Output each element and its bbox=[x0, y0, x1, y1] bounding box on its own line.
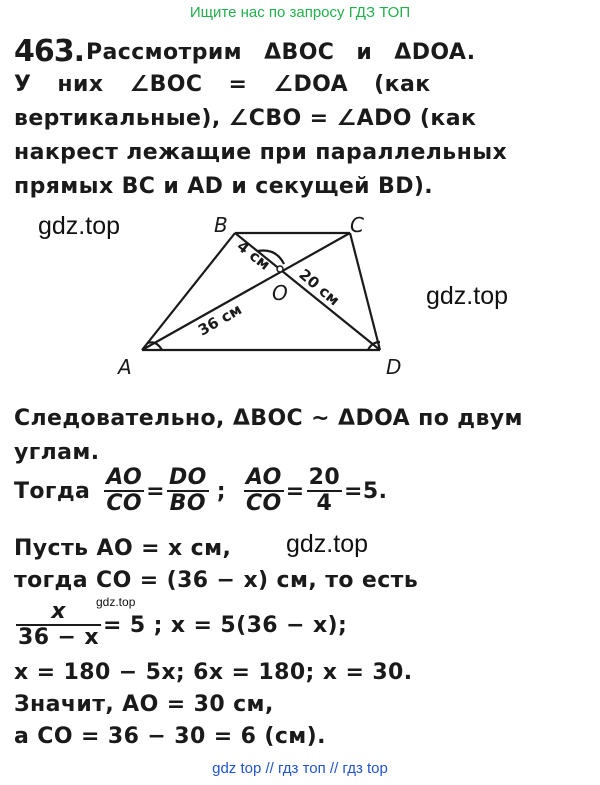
fraction-ao-co-2: $\frac{AO}{CO}$ bbox=[245, 465, 282, 516]
semicolon: ; bbox=[216, 478, 226, 504]
conclusion-line-2: углам. bbox=[14, 440, 100, 465]
top-banner[interactable]: Ищите нас по запросу ГДЗ ТОП bbox=[189, 4, 411, 21]
intro-line-5: прямых BC и AD и секущей BD). bbox=[14, 174, 434, 199]
watermark-4: gdz.top bbox=[96, 595, 136, 609]
intro-line-3: вертикальные), ∠CBO = ∠ADO (как bbox=[14, 106, 477, 131]
segment-ao-label: 36 см bbox=[195, 300, 245, 340]
label-o: O bbox=[272, 281, 288, 305]
ratio-result: =5. bbox=[344, 478, 388, 504]
fraction-20-4: $\frac{20}{4}$ bbox=[308, 465, 341, 516]
equals-sign: = bbox=[146, 478, 165, 504]
watermark-3: gdz.top bbox=[286, 530, 369, 558]
intro-line-1: Рассмотрим ΔBOC и ΔDOA. bbox=[86, 40, 476, 65]
watermark-2: gdz.top bbox=[426, 282, 509, 310]
fraction-x-over-36-minus-x: $\frac{x}{36 - x}$ bbox=[18, 599, 99, 650]
watermark-1: gdz.top bbox=[38, 212, 121, 240]
side-cd bbox=[350, 233, 380, 350]
trapezoid-figure bbox=[110, 208, 430, 383]
segment-bo-label: 4 см bbox=[233, 236, 274, 274]
then-formula-line bbox=[14, 466, 387, 516]
fraction-ao-co-1: $\frac{AO}{CO}$ bbox=[106, 465, 143, 516]
solution-line-5: Значит, AO = 30 см, bbox=[14, 692, 274, 717]
segment-co-label: 20 см bbox=[295, 265, 344, 310]
footer-links[interactable]: gdz top // гдз топ // гдз top bbox=[212, 760, 388, 777]
intro-line-4: накрест лежащие при параллельных bbox=[14, 140, 508, 165]
label-a: A bbox=[118, 355, 132, 379]
label-b: B bbox=[214, 213, 228, 237]
side-ab bbox=[142, 233, 235, 350]
fraction-do-bo: $\frac{DO}{BO}$ bbox=[168, 465, 207, 516]
equation-rest: = 5 ; x = 5(36 − x); bbox=[102, 612, 348, 638]
equation-line bbox=[14, 600, 347, 650]
solution-line-2: тогда CO = (36 − x) см, то есть bbox=[14, 568, 419, 593]
solution-line-4: x = 180 − 5x; 6x = 180; x = 30. bbox=[14, 660, 413, 685]
then-label: Тогда bbox=[14, 478, 91, 504]
problem-number: 463. bbox=[14, 34, 85, 69]
equals-sign-2: = bbox=[285, 478, 305, 504]
point-o bbox=[277, 266, 283, 272]
intro-line-2: У них ∠BOC = ∠DOA (как bbox=[14, 72, 431, 97]
solution-line-1: Пусть AO = x см, bbox=[14, 536, 232, 561]
conclusion-line-1: Следовательно, ΔBOC ~ ΔDOA по двум bbox=[14, 406, 523, 431]
label-c: C bbox=[350, 213, 364, 237]
label-d: D bbox=[386, 355, 402, 379]
solution-line-6: а CO = 36 − 30 = 6 (см). bbox=[14, 724, 326, 749]
